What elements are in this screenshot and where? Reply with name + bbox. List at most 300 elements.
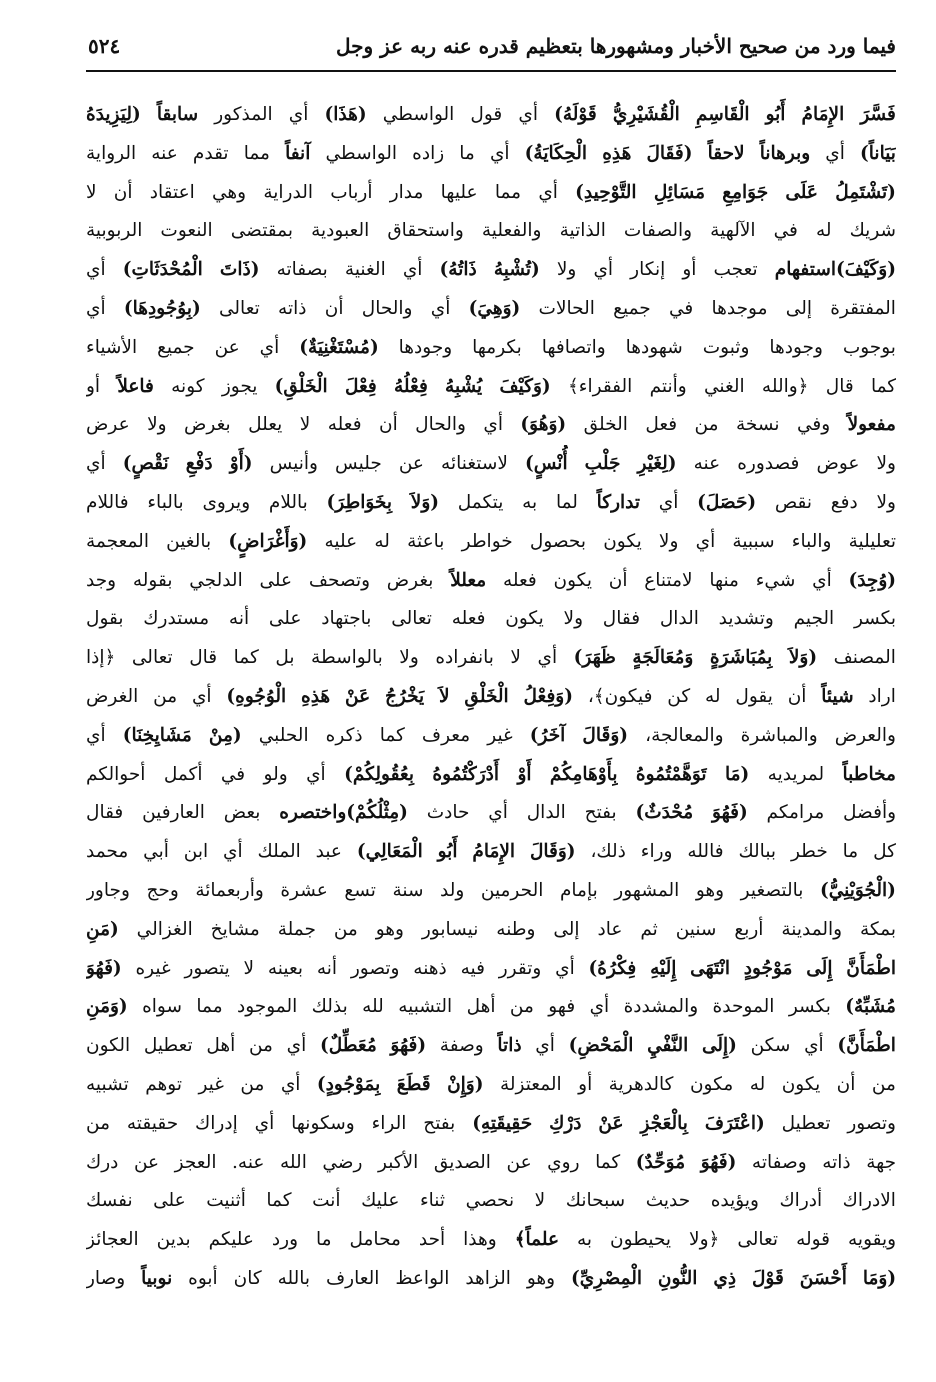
matn-word: الْوُجُوهِ)	[226, 685, 287, 707]
commentary-word: العجز	[174, 1151, 217, 1173]
matn-word: (بِوُجُودِهَا)	[123, 297, 201, 319]
matn-word: قَطَعَ	[396, 1073, 431, 1095]
matn-word: (وَكَيْفَ)استفهام	[774, 259, 896, 281]
matn-word: (وَمَا	[862, 1267, 896, 1289]
matn-word: الْمِصْرِيِّ)	[571, 1267, 642, 1289]
commentary-word: عشرة	[280, 879, 328, 901]
matn-word: دَرْكِ	[549, 1112, 582, 1134]
commentary-word: أي	[555, 957, 575, 979]
commentary-word: ذاته	[278, 297, 307, 319]
commentary-word: المصنف	[833, 647, 896, 669]
commentary-word: أحوالكم	[86, 763, 146, 785]
commentary-word: ولد	[440, 879, 465, 901]
commentary-word: من	[153, 685, 178, 707]
commentary-word: في	[773, 220, 798, 242]
commentary-word: أي	[306, 763, 326, 785]
commentary-word: شهودها	[625, 336, 683, 358]
commentary-word: الخلق	[583, 414, 628, 436]
commentary-word: وثبوت	[702, 336, 750, 358]
matn-word: (فَهُوَ	[712, 802, 748, 824]
commentary-word: كما	[870, 375, 896, 397]
commentary-word: عاد	[597, 918, 623, 940]
commentary-word: بوجوب	[842, 336, 896, 358]
commentary-word: أي	[812, 569, 832, 591]
text-line	[86, 639, 896, 678]
commentary-word: من	[509, 996, 534, 1018]
matn-word: بِعُقُولِكُمْ)	[344, 763, 415, 785]
commentary-word: من	[694, 414, 719, 436]
commentary-word: من	[248, 1035, 273, 1057]
commentary-word: له	[815, 220, 832, 242]
matn-word: (وَهِيَ)	[468, 297, 521, 319]
commentary-word: المعجمة	[86, 530, 149, 552]
commentary-word: ذكره	[325, 724, 363, 746]
matn-word: (وَلاَ	[410, 491, 440, 513]
text-line	[86, 562, 896, 601]
matn-word: شيئاً	[821, 685, 854, 707]
commentary-word: ولا	[399, 647, 419, 669]
commentary-word: قوله	[796, 1229, 831, 1251]
matn-word: بِأَوْهَامِكُمْ	[549, 763, 618, 785]
matn-word: مُوَحِّدٌ)	[635, 1151, 686, 1173]
commentary-word: عن	[506, 1151, 532, 1173]
matn-word: عَلَى	[785, 181, 818, 203]
commentary-word: وهذا	[463, 1229, 497, 1251]
commentary-word: الدال	[659, 608, 699, 630]
commentary-word: عليك	[361, 1190, 400, 1212]
commentary-word: في	[220, 763, 246, 785]
matn-word: (لِغَيْرِ	[637, 453, 677, 475]
commentary-word: بالله	[277, 1267, 311, 1289]
commentary-word: أنه	[316, 957, 338, 979]
text-line	[86, 794, 896, 833]
matn-word: قَوْلَهُ)	[554, 104, 597, 125]
text-line	[86, 174, 896, 213]
matn-word: ذَاتُهُ)	[439, 259, 477, 281]
page-body-text	[86, 96, 896, 1299]
commentary-word: بقوله	[132, 569, 173, 591]
commentary-word: سواه	[142, 996, 182, 1018]
running-title: فيما ورد من صحيح الأخبار ومشهورها بتعظيم قدره عنه ربه عز وجل	[336, 34, 896, 58]
matn-word: فِعْلَ	[344, 375, 377, 397]
commentary-word: وتقرر	[498, 957, 542, 979]
commentary-word: تعجب	[713, 259, 758, 281]
commentary-word: لله	[362, 996, 384, 1018]
commentary-word: الغني	[703, 375, 745, 397]
commentary-word: مشايخ	[210, 918, 260, 940]
commentary-word: الغنية	[344, 259, 386, 281]
commentary-word: الرواية	[86, 142, 137, 164]
matn-word: (هَذَا)	[324, 104, 367, 125]
commentary-word: مرامكم	[766, 802, 825, 824]
matn-word: الْقَاسِمِ	[695, 104, 750, 125]
commentary-word: كن	[667, 685, 691, 707]
commentary-word: به	[577, 1229, 593, 1251]
commentary-word: وجودها	[769, 336, 823, 358]
commentary-word: أرباب	[330, 181, 373, 203]
commentary-word: نسخة	[735, 414, 780, 436]
commentary-word: يحيطون	[610, 1229, 672, 1251]
commentary-word: ورد	[271, 1229, 299, 1251]
commentary-word: فهو	[548, 996, 576, 1018]
matn-word: جَلْبِ	[584, 453, 621, 475]
commentary-word: أي	[488, 802, 508, 824]
commentary-word: فيكون﴾،	[587, 685, 653, 707]
matn-word: وبرهاناً	[759, 142, 811, 164]
commentary-word: الواسطي	[325, 142, 398, 164]
text-line	[86, 329, 896, 368]
text-line	[86, 1066, 896, 1105]
commentary-word: ذاته	[822, 1151, 851, 1173]
commentary-word: بكسر	[853, 608, 896, 630]
matn-word: هَذِهِ	[602, 142, 632, 164]
commentary-word: أي	[593, 259, 614, 281]
commentary-word: الواسطي	[382, 104, 455, 125]
matn-word: اطْمَأَنَّ	[846, 957, 896, 979]
matn-word: (وَفِعْلُ	[523, 685, 573, 707]
commentary-word: يقول	[735, 685, 773, 707]
matn-word: (إِلَى	[701, 1035, 737, 1057]
commentary-word: بالتصغير	[740, 879, 804, 901]
matn-word: الْمَحْضِ)	[568, 1035, 634, 1057]
commentary-word: وجودها	[398, 336, 453, 358]
commentary-word: شريك	[849, 220, 896, 242]
commentary-word: العارف	[325, 1267, 380, 1289]
commentary-word: وأنيس	[269, 453, 318, 475]
commentary-word: يتصور	[184, 957, 230, 979]
text-line	[86, 445, 896, 484]
matn-word: فَسَّرَ	[860, 104, 896, 125]
header-divider	[86, 70, 896, 72]
commentary-word: مما	[494, 181, 522, 203]
matn-word: (مَا	[724, 763, 750, 785]
matn-word: (مِثْلُكُمْ)واختصره	[279, 802, 408, 824]
matn-word: (مَنِ	[86, 918, 119, 940]
commentary-word: إنكار	[630, 259, 666, 281]
commentary-word: سنين	[675, 918, 717, 940]
commentary-word: من	[333, 918, 358, 940]
commentary-word: له	[704, 685, 721, 707]
commentary-word: بفتح	[423, 1112, 456, 1134]
commentary-word: يكون	[781, 1073, 821, 1095]
commentary-word: الغزالي	[136, 918, 193, 940]
commentary-word: حقيقته	[126, 1112, 179, 1134]
commentary-word: اعتقاد	[149, 181, 195, 203]
matn-word: الْخَلْقِ	[464, 685, 509, 707]
commentary-word: عن	[214, 336, 240, 358]
commentary-word: يتكمل	[457, 491, 504, 513]
commentary-word: كما	[595, 1151, 621, 1173]
commentary-word: نقص	[774, 491, 813, 513]
commentary-word: واستحقاق	[387, 220, 464, 242]
matn-word: مُعَطِّلٌ)	[319, 1035, 377, 1057]
commentary-word: الحرمين	[480, 879, 544, 901]
commentary-word: كالدهرية	[608, 1073, 674, 1095]
commentary-word: نفسك	[86, 1190, 133, 1212]
matn-word: (وَقَالَ	[529, 841, 576, 863]
commentary-word: أي	[286, 1035, 307, 1057]
commentary-word: جميع	[613, 297, 651, 319]
commentary-word: بالغين	[166, 530, 212, 552]
commentary-word: أي	[254, 1112, 275, 1134]
commentary-word: الحلبي	[258, 724, 309, 746]
commentary-word: أنه	[228, 608, 250, 630]
commentary-word: به	[522, 491, 538, 513]
commentary-word: أي	[483, 414, 503, 436]
commentary-word: له	[749, 1073, 766, 1095]
commentary-word: والفعلية	[481, 220, 542, 242]
commentary-word: الدلجي	[189, 569, 243, 591]
text-line	[86, 368, 896, 407]
commentary-word: الملك	[257, 841, 301, 863]
commentary-word: كما	[233, 647, 259, 669]
commentary-word: الربوبية	[86, 220, 143, 242]
commentary-word: الأشياء	[86, 336, 138, 358]
matn-word: أَبُو	[437, 841, 458, 863]
commentary-word: عليه	[324, 530, 358, 552]
commentary-word: العبودية	[311, 220, 370, 242]
commentary-word: أي	[402, 259, 423, 281]
commentary-word: أي	[259, 336, 280, 358]
matn-word: الْقُشَيْرِيُّ	[612, 104, 680, 125]
commentary-word: فالله	[687, 841, 724, 863]
commentary-word: مستدرك	[143, 608, 210, 630]
matn-word: تَوَهَّمْتُمُوهُ	[635, 763, 707, 785]
matn-word: سابقاً	[156, 104, 199, 125]
commentary-word: بصفاته	[276, 259, 328, 281]
commentary-word: وجد	[86, 569, 117, 591]
commentary-word: عليكم	[208, 1229, 254, 1251]
commentary-word: سنة	[392, 879, 424, 901]
commentary-word: ولا	[658, 530, 679, 552]
commentary-word: والمعالجة،	[645, 724, 724, 746]
matn-word: (تُشْبِهُ	[493, 259, 540, 281]
commentary-word: له	[374, 530, 390, 552]
commentary-word: فاللام	[86, 491, 129, 513]
commentary-word: أثنيت	[206, 1190, 246, 1212]
commentary-word: أربع	[734, 918, 764, 940]
commentary-word: كما	[266, 1190, 292, 1212]
commentary-word: تعالى	[131, 647, 173, 669]
commentary-word: وطنه	[496, 918, 536, 940]
commentary-word: غير	[487, 724, 513, 746]
commentary-word: لما	[555, 491, 578, 513]
commentary-word: أي	[804, 1035, 824, 1057]
commentary-word: والمشددة	[623, 996, 699, 1018]
commentary-word: لا	[510, 647, 521, 669]
commentary-word: ولا	[563, 608, 584, 630]
commentary-word: ﴿والله	[761, 375, 809, 397]
commentary-word: أي	[537, 647, 558, 669]
commentary-word: زاده	[412, 142, 445, 164]
commentary-word: ما	[459, 142, 475, 164]
commentary-word: والمباشرة	[740, 724, 818, 746]
commentary-word: حادث	[426, 802, 470, 824]
page-number: ٥٢٤	[88, 34, 121, 58]
commentary-word: وتشديد	[718, 608, 774, 630]
matn-word: (الْجُوَيْنِيُّ)	[820, 879, 896, 901]
commentary-word: ولا	[876, 491, 896, 513]
matn-word: بَيَاناً)	[860, 142, 896, 164]
commentary-word: معرف	[421, 724, 471, 746]
matn-word: الْمُحْدَثَاتِ)	[122, 259, 203, 281]
matn-word: إِلَيْهِ	[650, 957, 677, 979]
commentary-word: عليها	[440, 181, 478, 203]
text-line	[86, 1144, 896, 1183]
commentary-word: التشبيه	[398, 996, 453, 1018]
matn-word: مُشَبِّهٌ)	[845, 996, 896, 1018]
commentary-word: أي	[280, 1073, 301, 1095]
text-line	[86, 406, 896, 445]
matn-word: الْمَعَالِي)	[356, 841, 423, 863]
commentary-word: والحال	[361, 297, 413, 319]
commentary-word: قال	[825, 375, 854, 397]
commentary-word: عرض	[86, 414, 130, 436]
commentary-word: لا	[299, 414, 311, 436]
matn-word: بِالْعَجْزِ	[640, 1112, 688, 1134]
commentary-word: بذلك	[311, 996, 348, 1018]
matn-word: فِكْرُهُ)	[588, 957, 637, 979]
matn-word: النُّونِ	[657, 1267, 698, 1289]
commentary-word: العارفين	[142, 802, 205, 824]
commentary-word: الادراك	[842, 1190, 896, 1212]
commentary-word: أن	[608, 569, 628, 591]
matn-word: مخاطباً	[842, 763, 896, 785]
commentary-word: العجائز	[86, 1229, 139, 1251]
commentary-word: أي	[538, 181, 558, 203]
commentary-word: أي	[658, 491, 679, 513]
commentary-word: على	[153, 1190, 186, 1212]
commentary-word: من	[86, 1112, 110, 1134]
matn-word: عَنْ	[345, 685, 371, 707]
commentary-word: أي	[223, 841, 243, 863]
commentary-word: سببية	[732, 530, 775, 552]
commentary-word: إلى	[553, 918, 580, 940]
commentary-word: أن	[379, 414, 398, 436]
matn-word: (فَقَالَ	[646, 142, 693, 164]
commentary-word: بمكة	[860, 918, 896, 940]
commentary-word: على	[268, 608, 302, 630]
commentary-word: بانفراده	[435, 647, 494, 669]
commentary-word: فعله	[327, 414, 362, 436]
commentary-word: أي	[518, 104, 538, 125]
commentary-word: يكون	[553, 569, 593, 591]
commentary-word: تعطيل	[781, 1112, 831, 1134]
commentary-word: ابن	[183, 841, 209, 863]
text-line	[86, 988, 896, 1027]
commentary-word: من	[240, 1073, 265, 1095]
commentary-word: دفع	[830, 491, 858, 513]
matn-word: اطْمَأَنَّ)	[837, 1035, 896, 1057]
commentary-word: الأكبر	[378, 1151, 419, 1173]
commentary-word: والعرض	[834, 724, 896, 746]
commentary-word: بل	[275, 647, 295, 669]
commentary-word: الجيم	[793, 608, 835, 630]
commentary-word: كونه	[171, 375, 205, 397]
commentary-word: أو	[578, 1073, 593, 1095]
commentary-word: مما	[243, 142, 270, 164]
matn-word: بِمَوْجُودٍ)	[316, 1073, 381, 1095]
text-line	[86, 717, 896, 756]
commentary-word: أي	[86, 259, 106, 281]
commentary-word: وأنتم	[649, 375, 687, 397]
commentary-word: وأربعمائة	[195, 879, 264, 901]
commentary-word: وحج	[146, 879, 179, 901]
text-line	[86, 212, 896, 251]
commentary-word: الفقراء﴾	[567, 375, 633, 397]
matn-word: الْحِكَايَةُ)	[524, 142, 588, 164]
commentary-word: عنه	[151, 142, 178, 164]
commentary-word: ثم	[640, 918, 658, 940]
commentary-word: أو	[86, 375, 101, 397]
matn-word: أَوْ	[517, 763, 532, 785]
commentary-word: باللام	[268, 491, 308, 513]
commentary-word: غيره	[135, 957, 171, 979]
commentary-word: أي	[191, 685, 212, 707]
commentary-word: أي	[589, 996, 610, 1018]
commentary-word: سبحانك	[565, 1190, 626, 1212]
matn-word: نوبياً	[141, 1267, 173, 1289]
commentary-word: مما	[196, 996, 223, 1018]
commentary-word: كل	[873, 841, 896, 863]
commentary-word: أي	[86, 453, 106, 475]
commentary-word: لا	[86, 181, 97, 203]
matn-word: (ذَاتَ	[219, 259, 260, 281]
commentary-word: أبوه	[188, 1267, 218, 1289]
commentary-word: لا	[534, 1190, 546, 1212]
matn-word: علماً﴾	[514, 1229, 560, 1251]
matn-word: (لِيَزِيدَهُ	[86, 104, 141, 125]
commentary-word: محامل	[349, 1229, 401, 1251]
commentary-word: لاستغنائه	[441, 453, 508, 475]
text-line	[86, 600, 896, 639]
matn-word: التَّوْحِيدِ)	[575, 181, 637, 203]
commentary-word: ﴿ولا	[689, 1229, 720, 1251]
text-line	[86, 1027, 896, 1066]
commentary-word: وتصور	[350, 957, 400, 979]
commentary-word: بدين	[156, 1229, 191, 1251]
commentary-word: بفتح	[584, 802, 617, 824]
commentary-word: الآلهية	[710, 220, 756, 242]
commentary-word: موجدها	[711, 297, 768, 319]
matn-word: (مُسْتَغْنِيَةٌ)	[299, 336, 379, 358]
matn-word: ذاتاً	[497, 1035, 522, 1057]
commentary-word: كما	[379, 724, 405, 746]
matn-word: يَخْرُجُ	[384, 685, 425, 707]
commentary-word: الدال	[526, 802, 566, 824]
matn-word: مَوْجُودٍ	[743, 957, 793, 979]
commentary-word: عوض	[816, 453, 860, 475]
matn-word: (وَمَنِ	[86, 996, 128, 1018]
commentary-word: ولا	[556, 259, 577, 281]
matn-word: (وَأَغْرَاضٍ)	[228, 530, 308, 552]
commentary-word: إدراك	[195, 1112, 238, 1134]
commentary-word: وصفاته	[751, 1151, 807, 1173]
matn-word: (وَهُوَ)	[520, 414, 567, 436]
commentary-word: وجاور	[86, 879, 130, 901]
commentary-word: المذكور	[214, 104, 273, 125]
commentary-word: كان	[233, 1267, 262, 1289]
matn-word: (مِنْ	[208, 724, 242, 746]
matn-word: إِلَى	[806, 957, 833, 979]
commentary-word: الكون	[86, 1035, 131, 1057]
commentary-word: الواعظ	[395, 1267, 450, 1289]
commentary-word: ذلك،	[590, 841, 626, 863]
commentary-word: نحصي	[465, 1190, 515, 1212]
commentary-word: ولا	[876, 453, 896, 475]
matn-word: (وَإِنْ	[447, 1073, 484, 1095]
matn-word: (حَصَلَ)	[697, 491, 757, 513]
